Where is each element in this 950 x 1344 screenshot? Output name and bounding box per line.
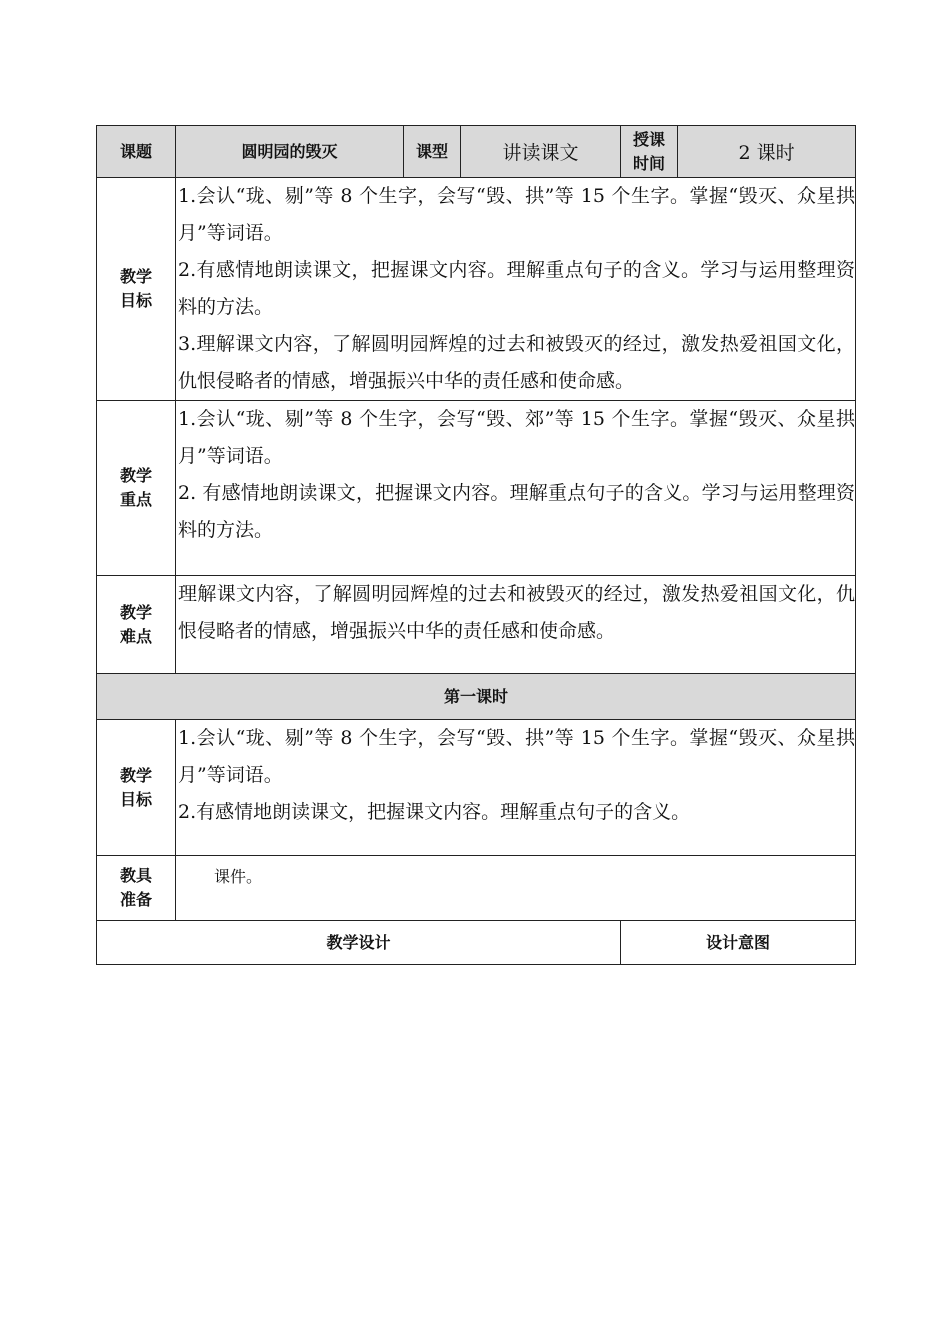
first-lesson-objectives-row <box>97 720 856 856</box>
key-points-label: 教学 重点 <box>97 401 176 576</box>
objective-item: 3.理解课文内容，了解圆明园辉煌的过去和被毁灭的经过，激发热爱祖国文化，仇恨侵略者的情感，增强振兴中华的责任感和使命感。 <box>178 333 856 392</box>
type-value: 讲读课文 <box>461 126 621 178</box>
tools-label: 教具 准备 <box>97 856 176 921</box>
difficulties-row <box>97 576 856 674</box>
objective-item: 1.会认“珑、剔”等 8 个生字，会写“毁、拱”等 15 个生字。掌握“毁灭、众星拱月”等词语。 <box>178 185 856 244</box>
design-label: 教学设计 <box>97 921 621 965</box>
objectives-label: 教学 目标 <box>97 178 176 401</box>
time-label: 授课 时间 <box>621 126 678 178</box>
objectives-row <box>97 178 856 401</box>
key-point-item: 1.会认“珑、剔”等 8 个生字，会写“毁、郊”等 15 个生字。掌握“毁灭、众星拱月”等词语。 <box>178 408 856 467</box>
intent-label: 设计意图 <box>621 921 856 965</box>
lesson-plan-table <box>96 125 856 965</box>
first-lesson-title-row <box>97 674 856 720</box>
first-lesson-objectives-content <box>176 720 856 856</box>
tools-row <box>97 856 856 921</box>
first-lesson-objectives-label: 教学 目标 <box>97 720 176 856</box>
key-points-content <box>176 401 856 576</box>
objective-item: 2.有感情地朗读课文，把握课文内容。理解重点句子的含义。学习与运用整理资料的方法。 <box>178 259 856 318</box>
first-lesson-title: 第一课时 <box>97 674 856 720</box>
difficulties-label: 教学 难点 <box>97 576 176 674</box>
footer-row <box>97 921 856 965</box>
key-point-item: 2. 有感情地朗读课文，把握课文内容。理解重点句子的含义。学习与运用整理资料的方法。 <box>178 482 856 541</box>
time-value: 2 课时 <box>678 126 856 178</box>
difficulties-content <box>176 576 856 674</box>
type-label: 课型 <box>404 126 461 178</box>
difficulties-text: 理解课文内容，了解圆明园辉煌的过去和被毁灭的经过，激发热爱祖国文化，仇恨侵略者的情感，增强振兴中华的责任感和使命感。 <box>178 583 856 642</box>
key-points-row <box>97 401 856 576</box>
first-lesson-objective-item: 2.有感情地朗读课文，把握课文内容。理解重点句子的含义。 <box>178 801 691 823</box>
topic-label: 课题 <box>97 126 176 178</box>
objectives-content <box>176 178 856 401</box>
header-row <box>97 126 856 178</box>
tools-value: 课件。 <box>176 856 856 921</box>
first-lesson-objective-item: 1.会认“珑、剔”等 8 个生字，会写“毁、拱”等 15 个生字。掌握“毁灭、众星拱月”等词语。 <box>178 727 856 786</box>
topic-value: 圆明园的毁灭 <box>176 126 404 178</box>
